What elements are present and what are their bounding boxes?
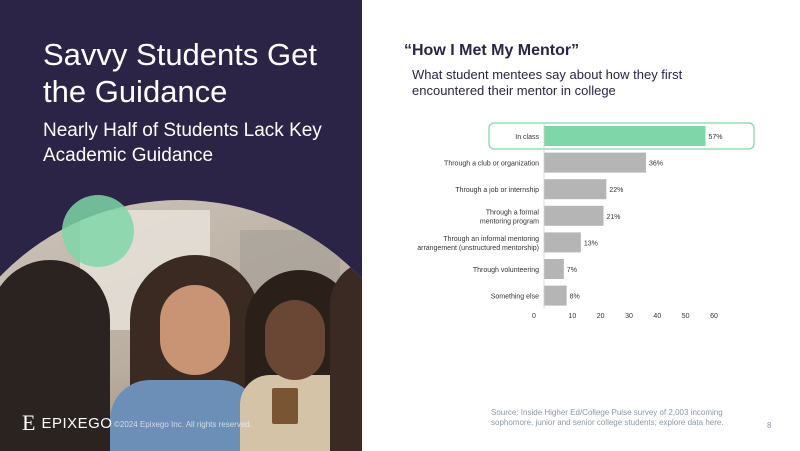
category-label	[455, 187, 539, 194]
bar-1	[544, 126, 706, 146]
category-label	[417, 236, 539, 252]
category-label-line: Through an informal mentoring	[443, 235, 539, 243]
x-tick-label: 10	[568, 313, 577, 321]
photo-student-2-shirt	[110, 380, 260, 451]
x-tick-label: 30	[625, 313, 633, 321]
logo-text: EPIXEGO	[41, 414, 113, 432]
page-subtitle: Nearly Half of Students Lack Key Academic Guidance	[43, 120, 322, 166]
bar-chart	[400, 118, 760, 333]
page-number: 8	[767, 421, 772, 430]
category-label	[480, 209, 540, 225]
category-label	[473, 267, 539, 274]
epixego-logo	[22, 410, 112, 436]
data-label: 57%	[708, 134, 723, 141]
bar-3	[544, 179, 606, 199]
data-label: 36%	[649, 160, 664, 168]
category-label-line: mentoring program	[479, 218, 539, 226]
x-tick-label: 60	[710, 313, 718, 321]
data-label: 21%	[606, 213, 621, 221]
page-title: Savvy Students Get the Guidance	[43, 37, 317, 109]
accent-circle	[62, 195, 134, 267]
data-label: 7%	[566, 267, 577, 274]
data-label: 8%	[569, 293, 580, 301]
data-label: 22%	[609, 187, 624, 195]
x-tick-label: 0	[532, 313, 536, 321]
category-label	[515, 134, 539, 141]
x-tick-label: 40	[653, 313, 662, 321]
category-label-line: arrangement (unstructured mentorship)	[417, 244, 539, 252]
category-label-line: Through a job or internship	[455, 187, 539, 195]
x-tick-label: 20	[596, 313, 605, 321]
category-label	[491, 294, 539, 301]
photo-student-3-face	[265, 300, 325, 380]
copyright-text: ©2024 Epixego Inc. All rights reserved.	[114, 420, 252, 429]
chart-title: “How I Met My Mentor”	[404, 42, 580, 59]
bar-5	[544, 232, 581, 252]
category-label-line: In class	[515, 134, 539, 141]
bar-2	[544, 153, 646, 173]
x-tick-label: 50	[681, 313, 690, 321]
category-label-line: Through a formal	[485, 209, 539, 217]
coffee-cup-icon	[272, 388, 298, 424]
bar-7	[544, 286, 567, 306]
chart-subtitle: What student mentees say about how they first encountered their mentor in college	[412, 67, 683, 98]
bar-4	[544, 206, 604, 226]
bar-6	[544, 259, 564, 279]
left-panel	[0, 0, 362, 451]
category-label	[444, 161, 539, 168]
category-label-line: Something else	[490, 293, 539, 301]
category-label-line: Through a club or organization	[444, 160, 539, 168]
category-label-line: Through volunteering	[472, 267, 539, 274]
photo-student-4	[330, 260, 362, 451]
logo-mark-icon: E	[22, 410, 36, 435]
data-label: 13%	[583, 240, 598, 248]
photo-student-2-face	[160, 285, 230, 375]
source-note: Source: Inside Higher Ed/College Pulse survey of 2,003 incoming sophomore, junior and senior college students; explore data here.	[491, 408, 724, 427]
